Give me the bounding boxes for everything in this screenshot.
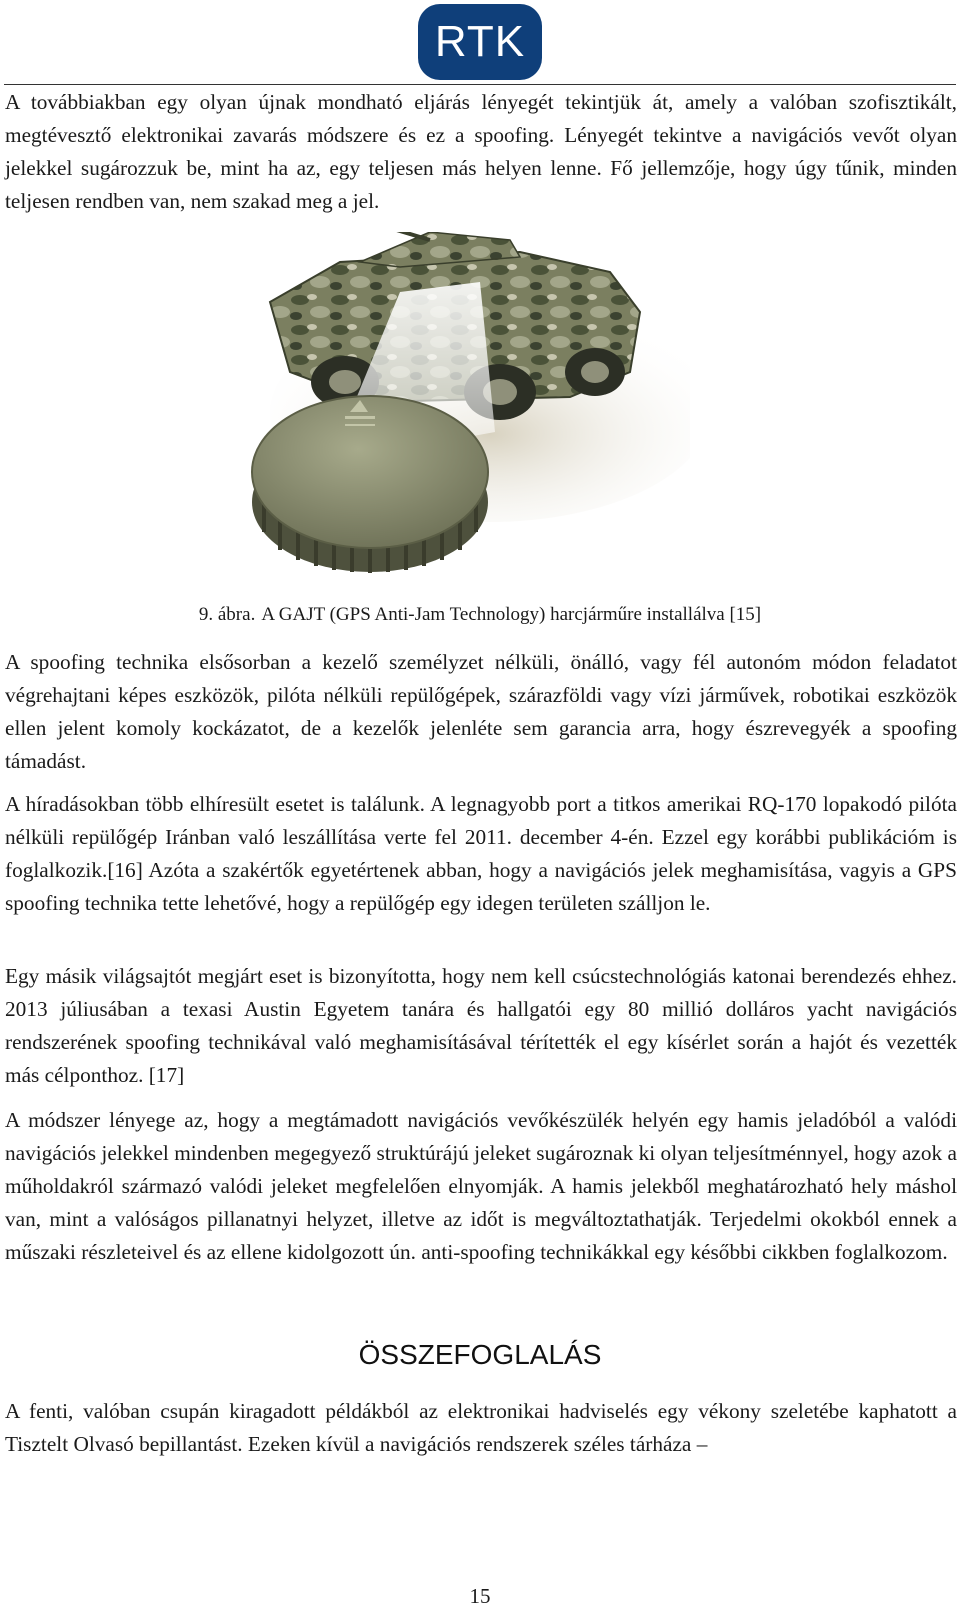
gajt-vehicle-figure	[250, 232, 690, 588]
figure-caption-text: A GAJT (GPS Anti-Jam Technology) harcjárműre installálva [15]	[261, 604, 762, 625]
section-heading: ÖSSZEFOGLALÁS	[358, 1339, 602, 1370]
paragraph-news-cases: A híradásokban több elhíresült esetet is találunk. A legnagyobb port a titkos amerikai RQ-170 lopakodó pilóta nélküli repülőgép Iránban való leszállítása verte fel 2011. december 4-én. Ezzel egy korábbi publikációm is foglalkozik.[16] Azóta a szakértők egyetértenek abban, hogy a navigációs jelek meghamisítása, vagyis a GPS spoofing technika tette lehetővé, hogy a repülőgép egy idegen területen szálljon le.	[5, 792, 957, 915]
paragraph-spoofing-targets: A spoofing technika elsősorban a kezelő személyzet nélküli, önálló, vagy fél autonóm módon feladatot végrehajtani képes eszközök, pilóta nélküli repülőgépek, szárazföldi vagy vízi járművek, robotikai eszközök ellen jelent komoly kockázatot, de a kezelők jelenléte sem garancia arra, hogy észrevegyék a spoofing támadást.	[5, 650, 957, 773]
paragraph-method: A módszer lényege az, hogy a megtámadott navigációs vevőkészülék helyén egy hamis jeladóból a valódi navigációs jelekkel mindenben megegyező struktúrájú jeleket sugároznak ki olyan teljesítménnyel, hogy azok a műholdakról származó valódi jeleket megfelelően elnyomják. A hamis jelekből meghatározható hely máshol van, mint a valóságos pillanatnyi helyzet, illetve az időt is megváltoztathatják. Terjedelmi okokból ennek a műszaki részleteivel és az ellene kidolgozott ún. anti-spoofing technikákkal egy későbbi cikkben foglalkozom.	[5, 1108, 957, 1264]
figure-caption	[0, 603, 960, 627]
rtk-logo	[418, 4, 542, 80]
page-number: 15	[469, 1584, 491, 1608]
paragraph-intro: A továbbiakban egy olyan újnak mondható eljárás lényegét tekintjük át, amely a valóban szofisztikált, megtévesztő elektronikai zavarás módszere és ez a spoofing. Lényegét tekintve a navigációs vevőt olyan jelekkel sugározzuk be, mint ha az, egy teljesen más helyen lenne. Fő jellemzője, hogy úgy tűnik, minden teljesen rendben van, nem szakad meg a jel.	[5, 90, 957, 213]
logo-text: RTK	[434, 17, 526, 66]
paragraph-summary: A fenti, valóban csupán kiragadott példákból az elektronikai hadviselés egy vékony szeletébe kaphatott a Tisztelt Olvasó bepillantást. Ezeken kívül a navigációs rendszerek széles tárháza –	[5, 1399, 957, 1456]
figure-number: 9. ábra.	[198, 604, 256, 625]
header-rule	[4, 84, 956, 85]
paragraph-yacht-case: Egy másik világsajtót megjárt eset is bizonyította, hogy nem kell csúcstechnológiás katonai berendezés ehhez. 2013 júliusában a texasi Austin Egyetem tanára és hallgatói egy 80 millió dolláros yacht navigációs rendszerének spoofing technikával való meghamisításával térítették el egy kísérlet során a hajót és vezették más célponthoz. [17]	[5, 964, 957, 1087]
